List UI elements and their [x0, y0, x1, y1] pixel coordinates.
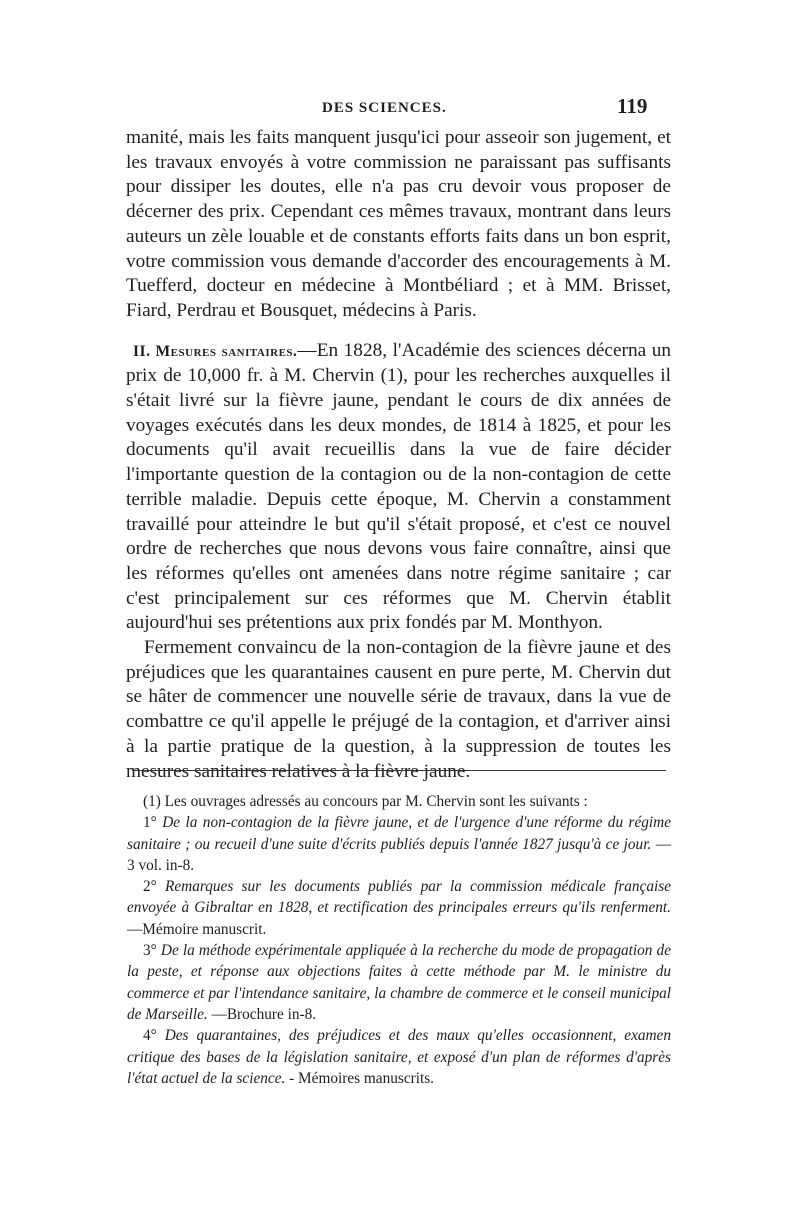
footnote-number: 4°	[143, 1027, 157, 1045]
footnote-note: — 3 vol. in-8.	[127, 835, 671, 874]
paragraph-1: manité, mais les faits manquent jusqu'ici pour asseoir son jugement, et les travaux envoyés à votre commission ne paraissant pas suffisants pour dissiper les doutes, elle n'a pas cru devoir vous proposer de décerner des prix. Cependant ces mêmes travaux, montrant dans leurs auteurs un zèle louable et de constants efforts faits dans un bon esprit, votre commission vous demande d'accorder des encouragements à M. Tuefferd, docteur en médecine à Montbéliard ; et à MM. Brisset, Fiard, Perdrau et Bousquet, médecins à Paris.	[126, 127, 671, 321]
footnote-number: 3°	[143, 942, 157, 960]
footnote-item	[127, 876, 671, 940]
footnote-item	[127, 1025, 671, 1089]
page-number: 119	[617, 94, 648, 118]
footnote-title: Des quarantaines, des préjudices et des maux qu'elles occasionnent, examen critique des bases de la législation sanitaire, et exposé d'un plan de réformes d'après l'état actuel de la science.	[127, 1027, 671, 1087]
running-head	[0, 94, 800, 124]
footnotes	[127, 791, 671, 1089]
footnote-note: —Mémoire manuscrit.	[127, 920, 267, 938]
main-text	[126, 126, 671, 784]
section-heading: II. Mesures sanitaires.	[133, 342, 298, 360]
footnote-title: De la non-contagion de la fièvre jaune, et de l'urgence d'une réforme du régime sanitaire ; ou recueil d'une suite d'écrits publiés depuis l'année 1827 jusqu'à ce jour.	[127, 814, 672, 853]
footnote-note: - Mémoires manuscrits.	[289, 1069, 435, 1087]
paragraph-3: Fermement convaincu de la non-contagion de la fièvre jaune et des préjudices que les quarantaines causent en pure perte, M. Chervin dut se hâter de commencer une nouvelle série de travaux, dans la vue de combattre ce qu'il appelle le préjugé de la contagion, et d'arriver ainsi à la partie pratique de la question, à la suppression de toutes les mesures sanitaires relatives à la fièvre jaune.	[126, 637, 671, 782]
footnote-title: De la méthode expérimentale appliquée à la recherche du mode de propagation de la peste, et réponse aux objections faites à cette méthode par M. le ministre du commerce et par l'intendance sanitaire, la chambre de commerce et le conseil municipal de Marseille.	[127, 942, 671, 1023]
footnote-item	[127, 940, 671, 1025]
footnote-intro: (1) Les ouvrages adressés au concours par M. Chervin sont les suivants :	[143, 793, 588, 810]
footnote-rule	[132, 770, 666, 771]
footnote-title: Remarques sur les documents publiés par la commission médicale française envoyée à Gibraltar en 1828, et rectification des principales erreurs qu'ils renferment.	[127, 878, 671, 917]
footnote-number: 2°	[143, 878, 157, 896]
paragraph-2-text: —En 1828, l'Académie des sciences décerna un prix de 10,000 fr. à M. Chervin (1), pour les recherches auxquelles il s'était livré sur la fièvre jaune, pendant le cours de dix années de voyages exécutés dans les deux mondes, de 1814 à 1825, et pour les documents qu'il avait recueillis dans la vue de faire décider l'importante question de la contagion ou de la non-contagion de cette terrible maladie. Depuis cette époque, M. Chervin a constamment travaillé pour atteindre le but qu'il s'était proposé, et c'est ce nouvel ordre de recherches que nous devons vous faire connaître, ainsi que les réformes qu'elles ont amenées dans notre régime sanitaire ; car c'est principalement sur ces réformes que M. Chervin établit aujourd'hui ses prétentions aux prix fondés par M. Monthyon.	[126, 339, 671, 634]
running-title: DES SCIENCES.	[322, 100, 447, 116]
footnote-number: 1°	[143, 814, 157, 832]
footnote-item	[127, 812, 671, 876]
footnote-note: —Brochure in-8.	[211, 1005, 317, 1023]
paragraph-2	[126, 339, 671, 636]
